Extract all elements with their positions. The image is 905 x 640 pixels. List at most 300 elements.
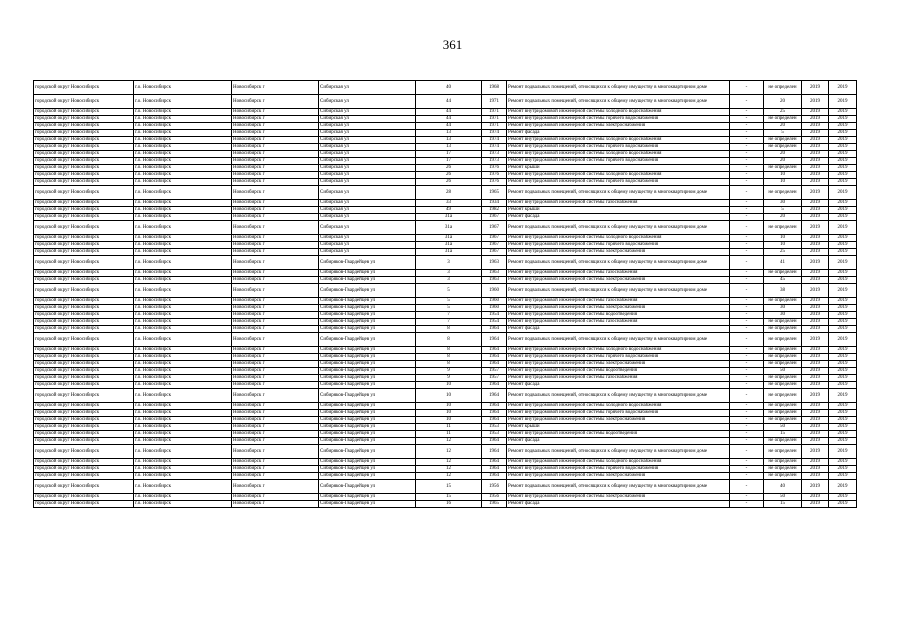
cell-year-end: 2019 xyxy=(829,270,857,277)
table-row xyxy=(34,333,857,347)
cell-house-number: 12 xyxy=(416,445,482,459)
cell-house-number: 15 xyxy=(416,494,482,501)
table-row xyxy=(34,200,857,207)
cell-year-built: 1964 xyxy=(482,466,507,473)
cell-year-built: 1964 xyxy=(482,459,507,466)
cell-year-end: 2019 xyxy=(829,389,857,403)
cell-street: Сибирская ул xyxy=(319,186,416,200)
cell-year-start: 2019 xyxy=(802,200,829,207)
cell-year-end: 2019 xyxy=(829,326,857,333)
cell-settlement: г.о. Новосибирск xyxy=(134,438,232,445)
cell-year-start: 2019 xyxy=(802,312,829,319)
cell-work-type: Ремонт фасада xyxy=(507,326,730,333)
cell-municipality: городской округ Новосибирск xyxy=(34,172,134,179)
cell-work-type: Ремонт внутридомовой инженерной системы горячего водоснабжения xyxy=(507,466,730,473)
cell-city: Новосибирск г xyxy=(232,256,319,270)
cell-house-number: 10 xyxy=(416,382,482,389)
cell-volume: не определен xyxy=(764,165,802,172)
cell-city: Новосибирск г xyxy=(232,151,319,158)
cell-municipality: городской округ Новосибирск xyxy=(34,473,134,480)
table-row xyxy=(34,214,857,221)
cell-house-number: 31а xyxy=(416,221,482,235)
cell-work-type: Ремонт внутридомовой инженерной системы электроснабжения xyxy=(507,277,730,284)
cell-year-end: 2019 xyxy=(829,214,857,221)
cell-municipality: городской округ Новосибирск xyxy=(34,256,134,270)
cell-street: Сибирская ул xyxy=(319,137,416,144)
cell-year-end: 2019 xyxy=(829,249,857,256)
cell-street: Сибиряков-Гвардейцев ул xyxy=(319,305,416,312)
cell-work-type: Ремонт подвальных помещений, относящихся к общему имуществу в многоквартирном доме xyxy=(507,81,730,95)
cell-city: Новосибирск г xyxy=(232,438,319,445)
cell-volume: 41 xyxy=(764,256,802,270)
cell-work-type: Ремонт внутридомовой инженерной системы электроснабжения xyxy=(507,417,730,424)
cell-year-built: 1967 xyxy=(482,249,507,256)
cell-work-type: Ремонт подвальных помещений, относящихся к общему имуществу в многоквартирном доме xyxy=(507,186,730,200)
cell-unit: - xyxy=(730,410,764,417)
table-row xyxy=(34,354,857,361)
cell-city: Новосибирск г xyxy=(232,207,319,214)
cell-volume: не определен xyxy=(764,81,802,95)
cell-house-number: 12 xyxy=(416,459,482,466)
cell-settlement: г.о. Новосибирск xyxy=(134,445,232,459)
cell-year-start: 2019 xyxy=(802,298,829,305)
cell-work-type: Ремонт подвальных помещений, относящихся к общему имуществу в многоквартирном доме xyxy=(507,333,730,347)
cell-year-built: 1976 xyxy=(482,179,507,186)
cell-work-type: Ремонт внутридомовой инженерной системы электроснабжения xyxy=(507,473,730,480)
cell-work-type: Ремонт внутридомовой инженерной системы газоснабжения xyxy=(507,319,730,326)
cell-year-start: 2019 xyxy=(802,186,829,200)
cell-house-number: 17 xyxy=(416,158,482,165)
cell-settlement: г.о. Новосибирск xyxy=(134,466,232,473)
cell-municipality: городской округ Новосибирск xyxy=(34,186,134,200)
cell-year-start: 2019 xyxy=(802,151,829,158)
cell-settlement: г.о. Новосибирск xyxy=(134,242,232,249)
cell-volume: не определен xyxy=(764,403,802,410)
cell-volume: не определен xyxy=(764,270,802,277)
cell-street: Сибиряков-Гвардейцев ул xyxy=(319,375,416,382)
cell-year-built: 1957 xyxy=(482,375,507,382)
cell-house-number: 44 xyxy=(416,123,482,130)
cell-house-number: 44 xyxy=(416,109,482,116)
cell-unit: - xyxy=(730,347,764,354)
cell-municipality: городской округ Новосибирск xyxy=(34,417,134,424)
cell-unit: - xyxy=(730,445,764,459)
cell-unit: - xyxy=(730,417,764,424)
cell-municipality: городской округ Новосибирск xyxy=(34,459,134,466)
cell-year-built: 1964 xyxy=(482,347,507,354)
cell-settlement: г.о. Новосибирск xyxy=(134,403,232,410)
cell-work-type: Ремонт подвальных помещений, относящихся к общему имуществу в многоквартирном доме xyxy=(507,95,730,109)
cell-unit: - xyxy=(730,200,764,207)
cell-work-type: Ремонт внутридомовой инженерной системы водоотведения xyxy=(507,431,730,438)
cell-settlement: г.о. Новосибирск xyxy=(134,221,232,235)
cell-house-number: 10 xyxy=(416,417,482,424)
cell-unit: - xyxy=(730,109,764,116)
cell-house-number: 28 xyxy=(416,186,482,200)
cell-year-built: 1973 xyxy=(482,151,507,158)
cell-year-end: 2019 xyxy=(829,480,857,494)
cell-volume: 50 xyxy=(764,494,802,501)
cell-house-number: 3 xyxy=(416,277,482,284)
cell-unit: - xyxy=(730,130,764,137)
cell-unit: - xyxy=(730,354,764,361)
cell-street: Сибиряков-Гвардейцев ул xyxy=(319,389,416,403)
cell-year-start: 2019 xyxy=(802,403,829,410)
cell-municipality: городской округ Новосибирск xyxy=(34,123,134,130)
cell-municipality: городской округ Новосибирск xyxy=(34,480,134,494)
cell-city: Новосибирск г xyxy=(232,137,319,144)
cell-house-number: 31а xyxy=(416,214,482,221)
cell-settlement: г.о. Новосибирск xyxy=(134,284,232,298)
cell-municipality: городской округ Новосибирск xyxy=(34,494,134,501)
cell-house-number: 17 xyxy=(416,151,482,158)
table-row xyxy=(34,179,857,186)
cell-city: Новосибирск г xyxy=(232,305,319,312)
cell-city: Новосибирск г xyxy=(232,326,319,333)
cell-street: Сибиряков-Гвардейцев ул xyxy=(319,445,416,459)
cell-municipality: городской округ Новосибирск xyxy=(34,284,134,298)
cell-city: Новосибирск г xyxy=(232,270,319,277)
cell-street: Сибирская ул xyxy=(319,109,416,116)
cell-volume: не определен xyxy=(764,459,802,466)
cell-year-end: 2019 xyxy=(829,109,857,116)
table-row xyxy=(34,221,857,235)
cell-municipality: городской округ Новосибирск xyxy=(34,81,134,95)
cell-year-start: 2019 xyxy=(802,494,829,501)
cell-work-type: Ремонт фасада xyxy=(507,382,730,389)
cell-year-start: 2019 xyxy=(802,116,829,123)
cell-year-end: 2019 xyxy=(829,368,857,375)
cell-settlement: г.о. Новосибирск xyxy=(134,361,232,368)
cell-settlement: г.о. Новосибирск xyxy=(134,473,232,480)
cell-city: Новосибирск г xyxy=(232,172,319,179)
cell-unit: - xyxy=(730,333,764,347)
cell-city: Новосибирск г xyxy=(232,144,319,151)
cell-street: Сибиряков-Гвардейцев ул xyxy=(319,466,416,473)
cell-city: Новосибирск г xyxy=(232,158,319,165)
cell-settlement: г.о. Новосибирск xyxy=(134,165,232,172)
cell-volume: не определен xyxy=(764,473,802,480)
cell-year-start: 2019 xyxy=(802,179,829,186)
cell-city: Новосибирск г xyxy=(232,95,319,109)
cell-work-type: Ремонт внутридомовой инженерной системы горячего водоснабжения xyxy=(507,354,730,361)
cell-house-number: 9 xyxy=(416,368,482,375)
cell-street: Сибиряков-Гвардейцев ул xyxy=(319,284,416,298)
cell-volume: 10 xyxy=(764,242,802,249)
cell-year-start: 2019 xyxy=(802,207,829,214)
cell-house-number: 31а xyxy=(416,249,482,256)
table-row xyxy=(34,382,857,389)
cell-city: Новосибирск г xyxy=(232,109,319,116)
table-body xyxy=(34,81,857,508)
table-row xyxy=(34,473,857,480)
cell-year-start: 2019 xyxy=(802,431,829,438)
cell-year-built: 1974 xyxy=(482,137,507,144)
cell-house-number: 5 xyxy=(416,298,482,305)
cell-settlement: г.о. Новосибирск xyxy=(134,109,232,116)
cell-city: Новосибирск г xyxy=(232,473,319,480)
cell-year-built: 1967 xyxy=(482,221,507,235)
cell-street: Сибирская ул xyxy=(319,144,416,151)
cell-municipality: городской округ Новосибирск xyxy=(34,305,134,312)
cell-settlement: г.о. Новосибирск xyxy=(134,410,232,417)
cell-year-end: 2019 xyxy=(829,410,857,417)
cell-settlement: г.о. Новосибирск xyxy=(134,235,232,242)
cell-year-start: 2019 xyxy=(802,137,829,144)
cell-year-start: 2019 xyxy=(802,417,829,424)
cell-street: Сибиряков-Гвардейцев ул xyxy=(319,501,416,508)
cell-year-end: 2019 xyxy=(829,242,857,249)
cell-city: Новосибирск г xyxy=(232,389,319,403)
cell-city: Новосибирск г xyxy=(232,347,319,354)
cell-year-end: 2019 xyxy=(829,501,857,508)
cell-year-end: 2019 xyxy=(829,319,857,326)
cell-settlement: г.о. Новосибирск xyxy=(134,95,232,109)
cell-settlement: г.о. Новосибирск xyxy=(134,326,232,333)
cell-year-end: 2019 xyxy=(829,123,857,130)
cell-municipality: городской округ Новосибирск xyxy=(34,438,134,445)
cell-year-built: 1964 xyxy=(482,326,507,333)
cell-municipality: городской округ Новосибирск xyxy=(34,277,134,284)
cell-street: Сибиряков-Гвардейцев ул xyxy=(319,333,416,347)
cell-year-built: 1982 xyxy=(482,207,507,214)
cell-year-start: 2019 xyxy=(802,158,829,165)
cell-street: Сибиряков-Гвардейцев ул xyxy=(319,368,416,375)
cell-work-type: Ремонт внутридомовой инженерной системы холодного водоснабжения xyxy=(507,109,730,116)
cell-street: Сибирская ул xyxy=(319,214,416,221)
table-row xyxy=(34,270,857,277)
cell-volume: не определен xyxy=(764,144,802,151)
cell-house-number: 33 xyxy=(416,200,482,207)
cell-year-end: 2019 xyxy=(829,277,857,284)
cell-house-number: 13 xyxy=(416,137,482,144)
cell-year-built: 1967 xyxy=(482,242,507,249)
cell-municipality: городской округ Новосибирск xyxy=(34,130,134,137)
cell-unit: - xyxy=(730,466,764,473)
cell-street: Сибирская ул xyxy=(319,172,416,179)
table-row xyxy=(34,123,857,130)
cell-volume: не определен xyxy=(764,221,802,235)
cell-work-type: Ремонт внутридомовой инженерной системы холодного водоснабжения xyxy=(507,151,730,158)
table-row xyxy=(34,466,857,473)
table-row xyxy=(34,438,857,445)
cell-work-type: Ремонт подвальных помещений, относящихся к общему имуществу в многоквартирном доме xyxy=(507,445,730,459)
cell-unit: - xyxy=(730,116,764,123)
cell-unit: - xyxy=(730,480,764,494)
table-row xyxy=(34,172,857,179)
cell-settlement: г.о. Новосибирск xyxy=(134,319,232,326)
cell-municipality: городской округ Новосибирск xyxy=(34,403,134,410)
cell-work-type: Ремонт внутридомовой инженерной системы газоснабжения xyxy=(507,270,730,277)
cell-volume: 15 xyxy=(764,501,802,508)
cell-year-end: 2019 xyxy=(829,361,857,368)
cell-year-start: 2019 xyxy=(802,319,829,326)
cell-work-type: Ремонт фасада xyxy=(507,130,730,137)
cell-unit: - xyxy=(730,473,764,480)
cell-volume: не определен xyxy=(764,354,802,361)
cell-house-number: 13 xyxy=(416,130,482,137)
table-row xyxy=(34,431,857,438)
cell-street: Сибиряков-Гвардейцев ул xyxy=(319,354,416,361)
cell-year-start: 2019 xyxy=(802,424,829,431)
cell-municipality: городской округ Новосибирск xyxy=(34,165,134,172)
cell-year-end: 2019 xyxy=(829,200,857,207)
cell-unit: - xyxy=(730,137,764,144)
cell-unit: - xyxy=(730,494,764,501)
cell-work-type: Ремонт внутридомовой инженерной системы горячего водоснабжения xyxy=(507,179,730,186)
table-row xyxy=(34,417,857,424)
table-row xyxy=(34,361,857,368)
cell-city: Новосибирск г xyxy=(232,354,319,361)
cell-unit: - xyxy=(730,172,764,179)
cell-volume: не определен xyxy=(764,298,802,305)
cell-settlement: г.о. Новосибирск xyxy=(134,256,232,270)
cell-municipality: городской округ Новосибирск xyxy=(34,207,134,214)
table-row xyxy=(34,235,857,242)
cell-city: Новосибирск г xyxy=(232,179,319,186)
cell-year-end: 2019 xyxy=(829,382,857,389)
cell-municipality: городской округ Новосибирск xyxy=(34,109,134,116)
cell-work-type: Ремонт внутридомовой инженерной системы холодного водоснабжения xyxy=(507,403,730,410)
cell-settlement: г.о. Новосибирск xyxy=(134,501,232,508)
table-row xyxy=(34,151,857,158)
cell-house-number: 3 xyxy=(416,270,482,277)
cell-street: Сибиряков-Гвардейцев ул xyxy=(319,480,416,494)
cell-year-start: 2019 xyxy=(802,123,829,130)
cell-municipality: городской округ Новосибирск xyxy=(34,319,134,326)
cell-year-end: 2019 xyxy=(829,417,857,424)
cell-unit: - xyxy=(730,123,764,130)
cell-settlement: г.о. Новосибирск xyxy=(134,333,232,347)
cell-street: Сибиряков-Гвардейцев ул xyxy=(319,438,416,445)
table-row xyxy=(34,368,857,375)
cell-settlement: г.о. Новосибирск xyxy=(134,312,232,319)
cell-year-start: 2019 xyxy=(802,480,829,494)
cell-year-end: 2019 xyxy=(829,466,857,473)
cell-city: Новосибирск г xyxy=(232,424,319,431)
cell-city: Новосибирск г xyxy=(232,417,319,424)
cell-work-type: Ремонт внутридомовой инженерной системы горячего водоснабжения xyxy=(507,116,730,123)
cell-unit: - xyxy=(730,214,764,221)
cell-unit: - xyxy=(730,403,764,410)
cell-city: Новосибирск г xyxy=(232,214,319,221)
repair-program-table xyxy=(33,80,857,508)
cell-year-built: 1971 xyxy=(482,116,507,123)
cell-work-type: Ремонт внутридомовой инженерной системы электроснабжения xyxy=(507,361,730,368)
cell-year-end: 2019 xyxy=(829,305,857,312)
cell-year-end: 2019 xyxy=(829,445,857,459)
cell-volume: 30 xyxy=(764,312,802,319)
cell-municipality: городской округ Новосибирск xyxy=(34,347,134,354)
cell-year-end: 2019 xyxy=(829,494,857,501)
cell-unit: - xyxy=(730,95,764,109)
table-row xyxy=(34,144,857,151)
cell-street: Сибиряков-Гвардейцев ул xyxy=(319,424,416,431)
cell-house-number: 40 xyxy=(416,81,482,95)
cell-year-start: 2019 xyxy=(802,235,829,242)
cell-year-start: 2019 xyxy=(802,81,829,95)
cell-house-number: 8 xyxy=(416,347,482,354)
cell-year-start: 2019 xyxy=(802,277,829,284)
cell-municipality: городской округ Новосибирск xyxy=(34,144,134,151)
cell-year-start: 2019 xyxy=(802,333,829,347)
cell-year-end: 2019 xyxy=(829,403,857,410)
cell-year-built: 1976 xyxy=(482,165,507,172)
cell-work-type: Ремонт внутридомовой инженерной системы газоснабжения xyxy=(507,298,730,305)
cell-municipality: городской округ Новосибирск xyxy=(34,242,134,249)
cell-city: Новосибирск г xyxy=(232,382,319,389)
cell-street: Сибиряков-Гвардейцев ул xyxy=(319,431,416,438)
cell-work-type: Ремонт внутридомовой инженерной системы горячего водоснабжения xyxy=(507,144,730,151)
cell-house-number: 11 xyxy=(416,424,482,431)
cell-unit: - xyxy=(730,305,764,312)
cell-street: Сибирская ул xyxy=(319,130,416,137)
cell-city: Новосибирск г xyxy=(232,410,319,417)
table-row xyxy=(34,312,857,319)
repair-program-table-wrap xyxy=(33,80,856,508)
cell-city: Новосибирск г xyxy=(232,221,319,235)
cell-year-start: 2019 xyxy=(802,389,829,403)
cell-settlement: г.о. Новосибирск xyxy=(134,459,232,466)
cell-unit: - xyxy=(730,207,764,214)
table-row xyxy=(34,459,857,466)
cell-settlement: г.о. Новосибирск xyxy=(134,277,232,284)
cell-city: Новосибирск г xyxy=(232,445,319,459)
table-row xyxy=(34,130,857,137)
cell-year-end: 2019 xyxy=(829,207,857,214)
cell-city: Новосибирск г xyxy=(232,81,319,95)
cell-year-end: 2019 xyxy=(829,354,857,361)
cell-year-start: 2019 xyxy=(802,368,829,375)
cell-municipality: городской округ Новосибирск xyxy=(34,410,134,417)
cell-volume: 20 xyxy=(764,214,802,221)
cell-volume: не определен xyxy=(764,410,802,417)
cell-year-start: 2019 xyxy=(802,242,829,249)
cell-street: Сибиряков-Гвардейцев ул xyxy=(319,473,416,480)
cell-municipality: городской округ Новосибирск xyxy=(34,298,134,305)
cell-unit: - xyxy=(730,235,764,242)
cell-city: Новосибирск г xyxy=(232,459,319,466)
cell-city: Новосибирск г xyxy=(232,298,319,305)
cell-settlement: г.о. Новосибирск xyxy=(134,298,232,305)
cell-street: Сибиряков-Гвардейцев ул xyxy=(319,382,416,389)
cell-year-built: 1963 xyxy=(482,256,507,270)
cell-street: Сибирская ул xyxy=(319,249,416,256)
cell-year-start: 2019 xyxy=(802,130,829,137)
cell-work-type: Ремонт крыши xyxy=(507,207,730,214)
cell-street: Сибирская ул xyxy=(319,242,416,249)
cell-volume: 25 xyxy=(764,249,802,256)
cell-work-type: Ремонт внутридомовой инженерной системы горячего водоснабжения xyxy=(507,410,730,417)
cell-unit: - xyxy=(730,389,764,403)
cell-street: Сибирская ул xyxy=(319,158,416,165)
cell-volume: не определен xyxy=(764,417,802,424)
cell-municipality: городской округ Новосибирск xyxy=(34,431,134,438)
cell-municipality: городской округ Новосибирск xyxy=(34,214,134,221)
cell-year-built: 1964 xyxy=(482,389,507,403)
cell-volume: 20 xyxy=(764,151,802,158)
cell-volume: 20 xyxy=(764,123,802,130)
cell-year-start: 2019 xyxy=(802,466,829,473)
cell-city: Новосибирск г xyxy=(232,403,319,410)
cell-year-end: 2019 xyxy=(829,158,857,165)
cell-municipality: городской округ Новосибирск xyxy=(34,200,134,207)
table-row xyxy=(34,207,857,214)
cell-street: Сибирская ул xyxy=(319,235,416,242)
cell-street: Сибиряков-Гвардейцев ул xyxy=(319,298,416,305)
table-row xyxy=(34,298,857,305)
cell-house-number: 26 xyxy=(416,179,482,186)
